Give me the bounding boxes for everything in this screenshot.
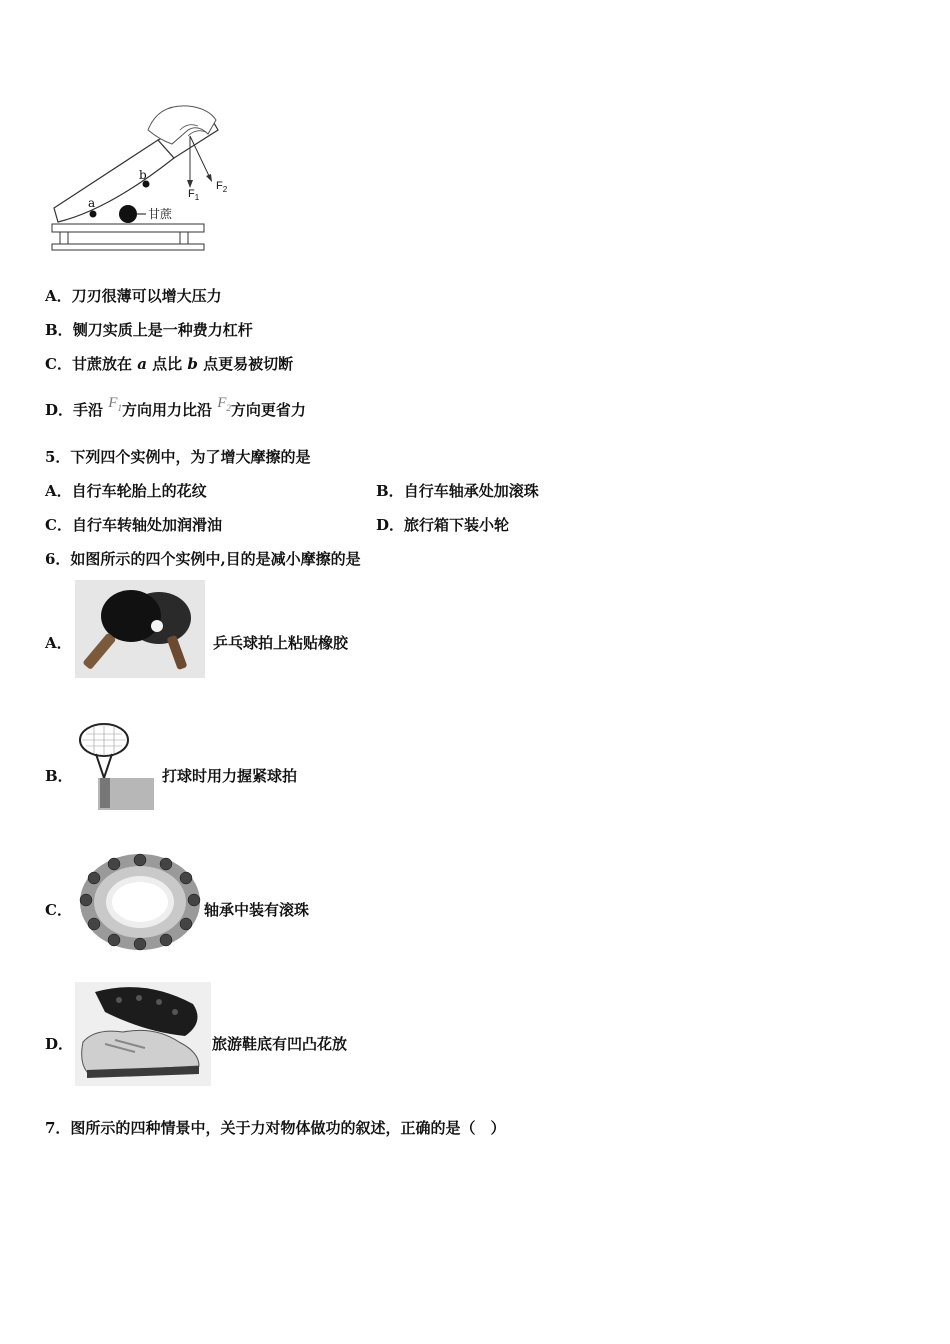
q5-option-d: D．旅行箱下装小轮	[376, 516, 510, 534]
q4-option-b: B．铡刀实质上是一种费力杠杆	[45, 321, 253, 339]
label-b: b	[139, 168, 147, 182]
q4-option-c: C．甘蔗放在 a 点比 b 点更易被切断	[45, 355, 294, 373]
q6-stem: 6．如图所示的四个实例中,目的是减小摩擦的是	[45, 550, 361, 568]
q4-option-a: A．刀刃很薄可以增大压力	[45, 287, 222, 305]
ping-pong-paddle-image	[75, 580, 205, 678]
label-a: a	[88, 196, 96, 210]
tennis-racket-image	[76, 720, 156, 812]
q5-option-c: C．自行车转轴处加润滑油	[45, 516, 222, 534]
label-sugarcane: 甘蔗	[148, 207, 173, 221]
q5-stem: 5．下列四个实例中，为了增大摩擦的是	[45, 448, 311, 466]
label-F1: $F_1$	[188, 188, 200, 203]
q6-option-a-text: 乒乓球拍上粘贴橡胶	[213, 634, 349, 652]
q6-option-d-text: 旅游鞋底有凹凸花放	[212, 1035, 348, 1053]
q4-option-d: D．手沿 $F_1$方向用力比沿 $F_2$方向更省力	[45, 395, 306, 419]
q6-option-c-letter: C．	[45, 901, 72, 919]
hiking-shoe-image	[75, 982, 211, 1086]
q6-option-c-text: 轴承中装有滚珠	[204, 901, 310, 919]
q5-option-b: B．自行车轴承处加滚珠	[376, 482, 539, 500]
q5-option-a: A．自行车轮胎上的花纹	[45, 482, 207, 500]
label-F2: $F_2$	[216, 180, 228, 195]
ball-bearing-image	[76, 852, 202, 952]
q6-option-a-letter: A．	[45, 634, 72, 652]
q6-option-d-letter: D．	[45, 1035, 74, 1053]
q6-option-b-letter: B．	[45, 767, 73, 785]
q6-option-b-text: 打球时用力握紧球拍	[162, 767, 298, 785]
q7-stem: 7．图所示的四种情景中，关于力对物体做功的叙述，正确的是（ ）	[45, 1119, 506, 1137]
